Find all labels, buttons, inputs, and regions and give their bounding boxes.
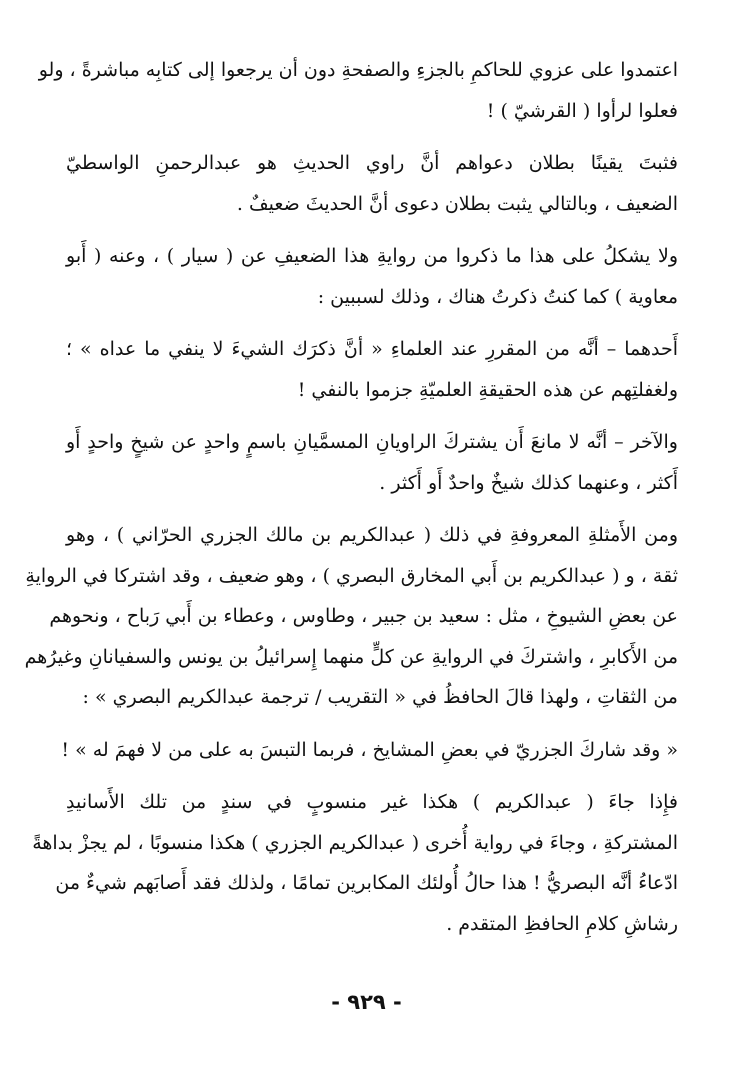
- text-line: أَحدهما – أنَّه من المقررِ عند العلماءِ « أنَّ ذكرَك الشيءَ لا ينفي ما عداه » ؛: [66, 338, 678, 360]
- text-line: المشتركةِ ، وجاءَ في رواية أُخرى ( عبدالكريم الجزري ) هكذا منسوبًا ، لم يجزْ بداهةً: [32, 831, 678, 854]
- text-line: من الثقاتِ ، ولهذا قالَ الحافظُ في « التقريب / ترجمة عبدالكريم البصري » :: [82, 686, 678, 708]
- text-line: ومن الأَمثلةِ المعروفةِ في ذلك ( عبدالكريم بن مالك الجزري الحرّاني ) ، وهو: [66, 524, 678, 546]
- text-line: فعلوا لرأوا ( القرشيّ ) !: [486, 99, 678, 122]
- text-line: عن بعضِ الشيوخِ ، مثل : سعيد بن جبير ، وطاوس ، وعطاء بن أَبي رَباح ، ونحوهم: [49, 605, 678, 627]
- text-line: أَكثر ، وعنهما كذلك شيخٌ واحدٌ أَو أَكثر .: [379, 471, 678, 494]
- page-number: - ٩٢٩ -: [331, 990, 402, 1014]
- paragraph-7: [61, 730, 678, 771]
- text-line: رشاشِ كلامِ الحافظِ المتقدم .: [446, 912, 678, 935]
- paragraph-8: [32, 782, 678, 944]
- text-line: من الأَكابرِ ، واشتركَ في الروايةِ عن كلٍّ منهما إِسرائيلُ بن يونس والسفيانانِ وغيرُهم: [24, 645, 678, 668]
- text-line: معاوية ) كما كنتُ ذكرتُ هناك ، وذلك لسببين :: [317, 285, 678, 308]
- paragraph-1: [38, 50, 678, 131]
- paragraph-4: [66, 329, 678, 410]
- text-line: ولا يشكلُ على هذا ما ذكروا من روايةِ هذا الضعيفِ عن ( سيار ) ، وعنه ( أَبو: [66, 245, 678, 267]
- page-body: [24, 50, 678, 956]
- text-line: ادّعاءُ أنَّه البصريُّ ! هذا حالُ أُولئك المكابرين تمامًا ، ولذلك فقد أَصابَهم شيءٌ من: [55, 872, 678, 894]
- text-line: والآخر – أنَّه لا مانعَ أَن يشتركَ الراويانِ المسمَّيانِ باسمٍ واحدٍ عن شيخٍ واحدٍ أَو: [66, 431, 678, 453]
- text-line: اعتمدوا على عزوي للحاكمِ بالجزءِ والصفحةِ دون أن يرجعوا إلى كتابِه مباشرةً ، ولو: [38, 59, 678, 81]
- text-line: ثقة ، و ( عبدالكريم بن أَبي المخارق البصري ) ، وهو ضعيف ، وقد اشتركا في الروايةِ: [25, 564, 678, 587]
- text-line: « وقد شاركَ الجزريّ في بعضِ المشايخ ، فربما التبسَ به على من لا فهمَ له » !: [61, 738, 678, 761]
- paragraph-5: [66, 422, 678, 503]
- text-line: الضعيف ، وبالتالي يثبت بطلان دعوى أنَّ الحديثَ ضعيفٌ .: [236, 192, 678, 215]
- text-line: ولغفلتِهم عن هذه الحقيقةِ العلميّةِ جزموا بالنفي !: [297, 378, 678, 401]
- paragraph-3: [66, 236, 678, 317]
- text-line: فثبتَ يقينًا بطلان دعواهم أنَّ راوي الحديثِ هو عبدالرحمنِ الواسطيّ: [66, 152, 678, 174]
- paragraph-6: [24, 515, 678, 718]
- paragraph-2: [66, 143, 678, 224]
- text-line: فإِذا جاءَ ( عبدالكريم ) هكذا غير منسوبٍ في سندٍ من تلك الأَسانيدِ: [66, 791, 678, 813]
